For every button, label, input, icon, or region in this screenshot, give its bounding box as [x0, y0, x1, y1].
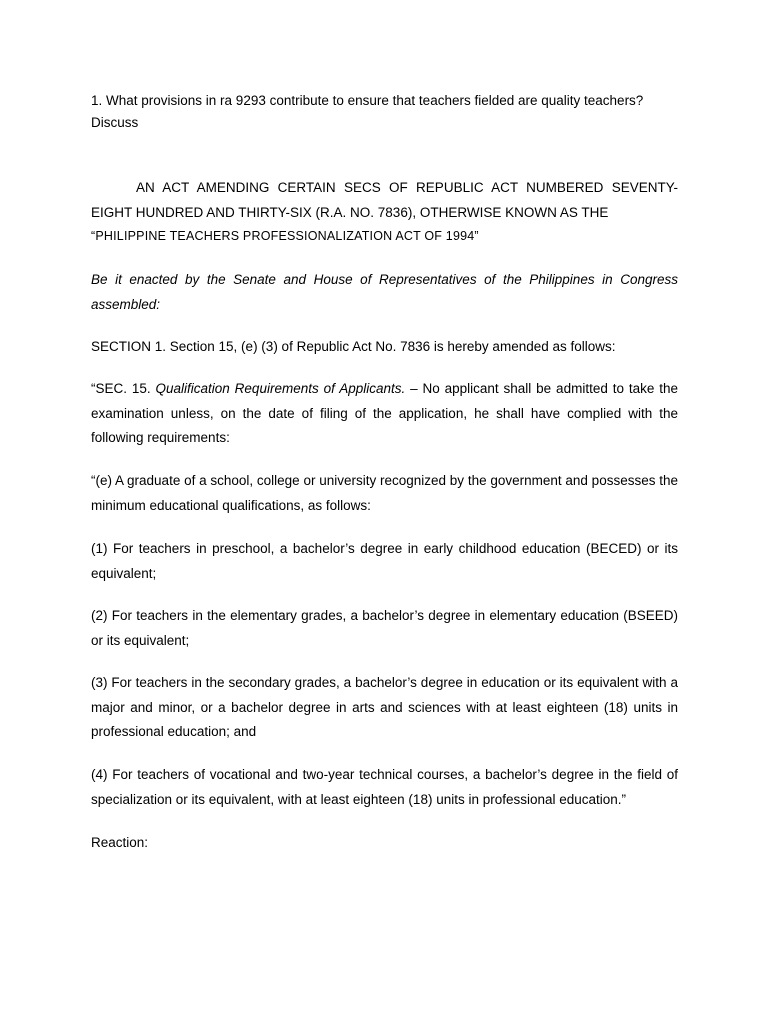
list-item-1: (1) For teachers in preschool, a bachelor’s degree in early childhood education (BECED) or its equivalent; [91, 541, 678, 581]
sec-15-body: – No applicant shall be admitted to take the examination unless, on the date of filing of the application, he shall have complied with the following requirements: [91, 381, 678, 445]
enacting-clause: Be it enacted by the Senate and House of Representatives of the Philippines in Congress assembled: [91, 272, 678, 312]
question-line-2: Discuss [91, 115, 139, 130]
sec-15-prefix: “SEC. 15. [91, 381, 156, 396]
list-item-4: (4) For teachers of vocational and two-year technical courses, a bachelor’s degree in the field of specialization or its equivalent, with at least eighteen (18) units in professional education.” [91, 767, 678, 807]
sec-15-paragraph [91, 377, 678, 451]
list-item-3: (3) For teachers in the secondary grades, a bachelor’s degree in education or its equivalent with a major and minor, or a bachelor degree in arts and sciences with at least eighteen (18) units in professional education; and [91, 675, 678, 739]
list-item-2: (2) For teachers in the elementary grades, a bachelor’s degree in elementary education (BSEED) or its equivalent; [91, 608, 678, 648]
act-title-subtitle: “PHILIPPINE TEACHERS PROFESSIONALIZATION ACT OF 1994” [91, 229, 479, 243]
act-title-heading: AN ACT AMENDING CERTAIN SECS OF REPUBLIC ACT NUMBERED SEVENTY-EIGHT HUNDRED AND THIRTY-SIX (R.A. NO. 7836), OTHERWISE KNOWN AS THE [91, 180, 678, 220]
item-e: “(e) A graduate of a school, college or university recognized by the government and possesses the minimum educational qualifications, as follows: [91, 473, 678, 513]
sec-15-title: Qualification Requirements of Applicants. [155, 381, 406, 396]
section-1: SECTION 1. Section 15, (e) (3) of Republic Act No. 7836 is hereby amended as follows: [91, 339, 616, 354]
reaction-label: Reaction: [91, 835, 149, 850]
question [91, 90, 678, 134]
question-line-1: 1. What provisions in ra 9293 contribute to ensure that teachers fielded are quality teachers? [91, 93, 644, 108]
